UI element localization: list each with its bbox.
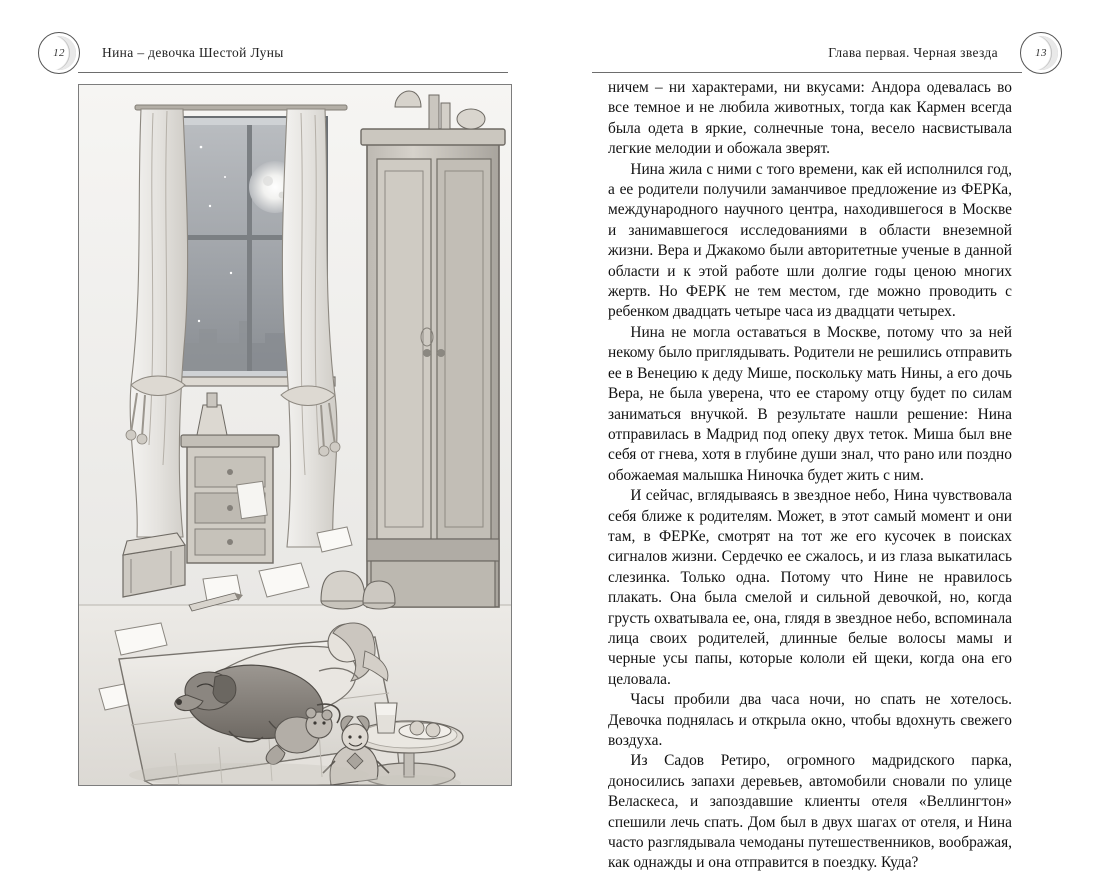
body-text-column [608,78,1012,874]
chapter-illustration [78,84,512,786]
illustration-drawing [79,85,511,785]
running-head-left: Нина – девочка Шестой Луны [102,45,284,60]
folio-left [38,32,80,74]
right-page-header [592,30,1062,76]
running-head-right: Глава первая. Черная звезда [828,45,998,60]
paragraph: И сейчас, вглядываясь в звездное небо, Нина чувствовала себя ближе к родителям. Может, в этот самый момент и они там, в ФЕРКе, смотрят на тот же его кусочек в поисках сигналов жизни. Сердечко ее сжалось, и из глаза выкатилась слезинка. Только одна. Потому что Нине не нравилось плакать. Она была смелой и сильной девочкой, но, когда грусть охватывала ее, она, глядя в звездное небо, вспоминала лица своих родителей, длинные белые волосы мамы и черные усы папы, которые кололи ей щеки, когда она его целовала. [608,487,1012,688]
paragraph: Часы пробили два часа ночи, но спать не хотелось. Девочка поднялась и открыла окно, чтобы вдохнуть свежего воздуха. [608,691,1012,749]
paragraph: Из Садов Ретиро, огромного мадридского парка, доносились запахи деревьев, автомобили сновали по улице Веласкеса, и запоздавшие клиенты отеля «Веллингтон» спешили лечь спать. Дом был в двух шагах от отеля, и Нина часто разглядывала чемоданы путешественников, воображая, как однажды и она отправится в поездку. Куда? [608,752,1012,872]
paragraph: Нина не могла оставаться в Москве, потому что за ней некому было приглядывать. Родители не решились отправить ее в Венецию к деду Мише, поскольку мать Нины, а его дочь Вера, не была уверена, что ее старому отцу будет по силам заниматься внучкой. В результате нашли решение: Нина отправилась в Мадрид под опеку двух теток. Миша был вне себя от гнева, хотя в глубине души знал, что рано или поздно обожаемая малышка Ниночка будет жить с ним. [608,323,1012,484]
folio-right-number: 13 [1035,47,1047,59]
header-rule-left [78,72,508,73]
paragraph: ничем – ни характерами, ни вкусами: Андора одевалась во все темное и не любила животных, тогда как Кармен всегда была одета в яркие, солнечные тона, весело насвистывала легкие мелодии и обожала зверят. [608,79,1012,158]
small-chest [123,533,185,597]
wardrobe [361,91,505,607]
left-page-header [38,30,508,76]
folio-left-number: 12 [53,47,65,59]
header-rule-right [592,72,1022,73]
folio-right [1020,32,1062,74]
paragraph: Нина жила с ними с того времени, как ей исполнился год, а ее родители получили заманчивое предложение из ФЕРКа, международного научного центра, находившегося в Москве и занимавшегося исследованиями в области внеземной жизни. Вера и Джакомо были авторитетные ученые в данной области и к этой работе шли долгие годы ценою многих жертв. Но ФЕРК не тем местом, где можно проводить с ребенком двадцать четыре часа из двадцати четырех. [608,160,1012,321]
